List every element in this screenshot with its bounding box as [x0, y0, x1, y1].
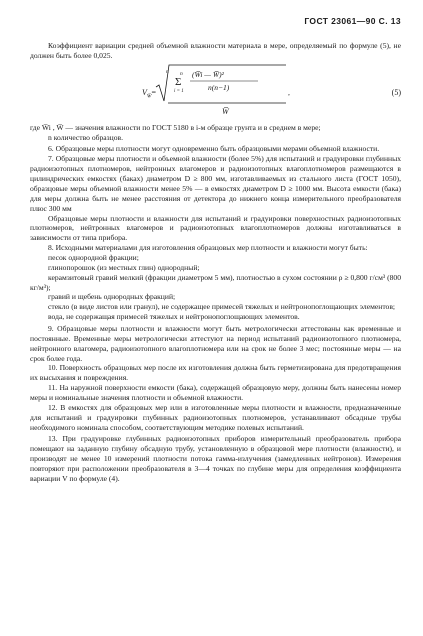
- formula-sum-top: n: [180, 70, 183, 77]
- material-item: керамзитовый гравий мелкий (фракции диаметром 5 мм), плотностью в сухом состоянии ρ ≥ 0,800 г/см³ (800 кг/м³);: [30, 272, 401, 292]
- formula-sigma: Σ: [175, 75, 182, 88]
- formula-sum-bottom: i = 1: [174, 88, 184, 94]
- formula-overall-den: W̅: [222, 106, 229, 116]
- paragraph-7b: Образцовые меры плотности и влажности для испытаний и градуировки поверхностных радиоизотопных плотномеров, нейтронных влагомеров и радиоизотопных влагоплотномеров должны изготавливаться в зависимости от типа прибора.: [30, 213, 401, 243]
- formula-lhs: $V_{W̅}=$: [142, 87, 156, 100]
- formula-5: [30, 63, 401, 119]
- paragraph-13: 13. При градуировке глубинных радиоизотопных приборов измерительный преобразователь прибора помещают на заданную глубину обсадную трубу, установленную в образцовой мере плотности (влажности), и производят не менее 10 измерений плотности потока гамма-излучения (замедленных нейтронов). Измерения повторяют при расположении преобразователя в 3—4 точках по глубине меры для определения коэффициента вариации V по формуле (4).: [30, 434, 401, 483]
- material-item: вода, не содержащая примесей тяжелых и нейтронопоглощающих элементов.: [48, 312, 300, 322]
- formula-denominator: n(n−1): [208, 82, 230, 92]
- formula-number: (5): [391, 87, 401, 97]
- formula-comma: ,: [288, 87, 290, 97]
- material-item: гравий и щебень однородных фракций;: [48, 292, 176, 302]
- intro-paragraph: Коэффициент вариации средней объемной влажности материала в мере, определяемый по формуле (5), не должен быть более 0,025.: [30, 41, 401, 60]
- paragraph-11: 11. На наружной поверхности емкости (бака), содержащей образцовую меру, должны быть нанесены номер меры и номинальные значения плотности и объемной влажности.: [30, 383, 401, 402]
- paragraph-10: 10. Поверхность образцовых мер после их изготовления должна быть герметизирована для предотвращения их высыхания и повреждения.: [30, 363, 401, 383]
- paragraph-12: 12. В емкостях для образцовых мер или в изготовленные меры плотности и влажности, предназначенные для испытаний и градуировки глубинных радиоизотопных плотномеров, устанавливают обсадные трубы необходимого номинала способом, соответствующим методике полевых испытаний.: [30, 402, 401, 432]
- formula-numerator: (W̅i — W̅)²: [192, 69, 224, 79]
- page-header: ГОСТ 23061—90 С. 13: [304, 16, 401, 26]
- paragraph-6: 6. Образцовые меры плотности могут одновременно быть образцовыми мерами объемной влажности.: [48, 144, 380, 154]
- legend-line-1: где W̅i , W̅ — значения влажности по ГОСТ 5180 в i-м образце грунта и в среднем в мере;: [30, 122, 321, 132]
- material-item: глинопорошок (из местных глин) однородный;: [48, 262, 200, 272]
- legend-line-2: n количество образцов.: [48, 132, 124, 142]
- material-item: стекло (в виде листов или гранул), не содержащее примесей тяжелых и нейтронопоглощающих элементов;: [48, 302, 396, 312]
- material-item: песок однородной фракции;: [48, 252, 139, 262]
- formula-radical: [154, 63, 289, 119]
- formula-legend: [30, 123, 401, 143]
- formula-n-outer: n: [166, 68, 169, 75]
- paragraph-9: 9. Образцовые меры плотности и влажности могут быть метрологически аттестованы как временные и постоянные. Временные меры метрологически аттестуют на период испытаний радиоизотопного плотномера, нейтронного влагомера, радиоизотопного влагоплотномера или на срок не более 3 мес; постоянные меры — на срок более года.: [30, 323, 401, 363]
- paragraph-8: 8. Исходными материалами для изготовления образцовых мер плотности и влажности могут быть:: [48, 243, 368, 253]
- paragraph-7: 7. Образцовые меры плотности и объемной влажности (более 5%) для испытаний и градуировки глубинных радиоизотопных плотномеров, нейтронных влагомеров и радиоизотопных влагоплотномеров размещаются в цилиндрических емкостях (баках) диаметром D ≥ 800 мм, изготавливаемых из стального листа (ГОСТ 1050), образцовые меры объемной влажности менее 5% — в емкостях диаметром D ≥ 1000 мм. Высота емкости (бака) для меры должна быть не менее расстояния от детектора до нижнего конца измерительного преобразователя плюс 300 мм: [30, 154, 401, 213]
